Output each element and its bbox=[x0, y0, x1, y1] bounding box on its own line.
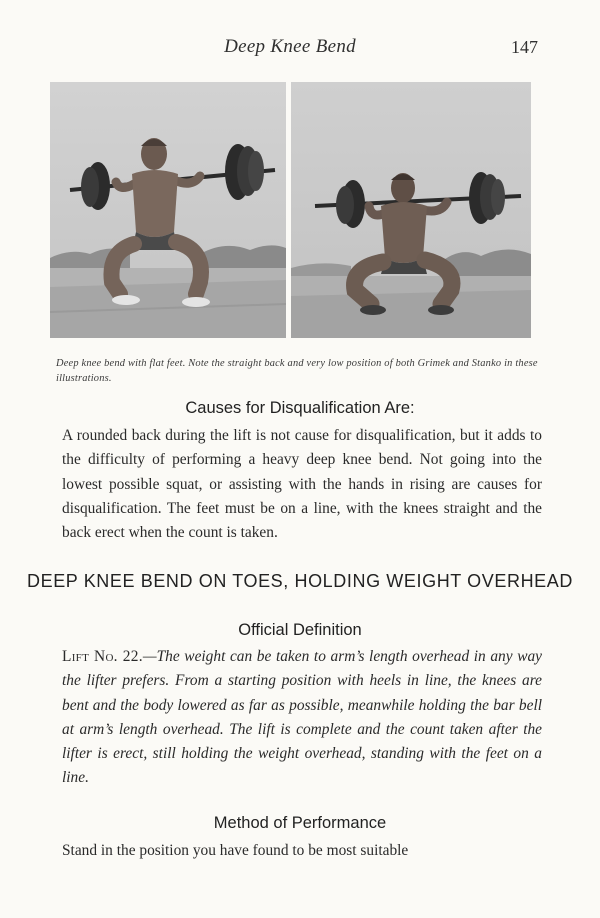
definition-text: —The weight can be taken to arm’s length overhead in any way the lifter prefers. From a starting position with heels in line, the knees are bent and the body lowered as far as possible, meanwhile holding the bar bell at arm’s length overhead. The lift is complete and the count taken after the lifter is erect, still holding the weight overhead, standing with the feet on a line. bbox=[62, 648, 542, 787]
paragraph-causes: A rounded back during the lift is not cause for disqualification, but it adds to the difficulty of performing a heavy deep knee bend. Not going into the lowest possible squat, or assisting with the hands in rising are causes for disqualification. The feet must be on a line, with the knees straight and the back erect when the count is taken. bbox=[62, 427, 542, 542]
heading-lift-title: DEEP KNEE BEND ON TOES, HOLDING WEIGHT OVERHEAD bbox=[27, 571, 573, 591]
lift-number-label: Lift No. 22. bbox=[62, 648, 143, 665]
heading-official-definition: Official Definition bbox=[238, 621, 362, 639]
heading-method: Method of Performance bbox=[213, 814, 387, 832]
running-head bbox=[0, 36, 600, 62]
heading-causes: Causes for Disqualification Are: bbox=[185, 399, 415, 417]
photo-grimek-icon bbox=[50, 82, 286, 338]
paragraph-method: Stand in the position you have found to be most suitable bbox=[62, 842, 409, 859]
figure-caption: Deep knee bend with flat feet. Note the straight back and very low position of both Grimek and Stanko in these illustrations. bbox=[56, 358, 538, 384]
paragraph-definition bbox=[62, 645, 542, 791]
running-title: Deep Knee Bend bbox=[224, 36, 356, 57]
photo-stanko-icon bbox=[291, 82, 531, 338]
page-number: 147 bbox=[511, 37, 538, 57]
